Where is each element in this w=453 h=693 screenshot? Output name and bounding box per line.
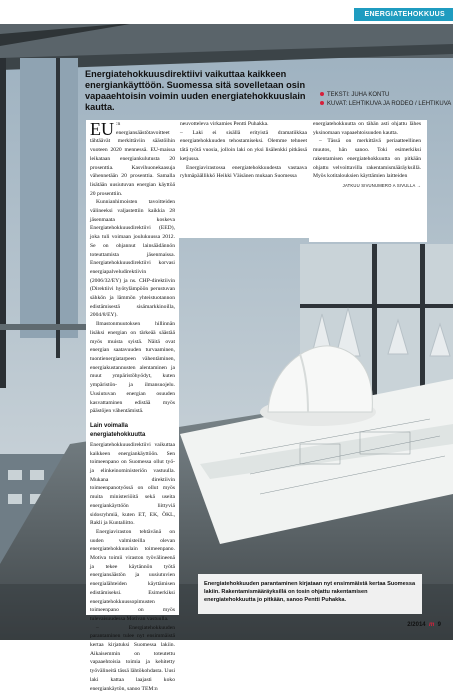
section-tag: ENERGIATEHOKKUUS [354,8,453,21]
headline: Energiatehokkuusdirektiivi vaikuttaa kaikkeen energiankäyttöön. Suomessa sitä sovelletaan osin vapaaehtoisin voimin uuden energiatehokkuuslain kautta. [85,69,306,112]
photo-credit: KUVAT: LEHTIKUVA JA RODEO / LEHTIKUVA [320,100,451,109]
paragraph: Energiavirastossa energiatehokkuudesta vastaava ryhmäpäällikkö Heikki Väisänen mukaan Suomessa [180,164,307,180]
article-column-1 [86,119,179,692]
paragraph: Ilmastonmuutoksen hillinnän lisäksi energian on tärkeää säästää myös muista syistä. Näitä ovat energian saatavuuden turvaaminen, tuontienergiatarpeen vähentäminen, energiakustannusten alentaminen ja muut ympäristöhyödyt, kuten ympäristön- ja ilmansuojelu. Uusiutuvan energian osuuden kasvattaminen edistää myös päästöjen vähentämistä. [90,321,175,415]
page-folio [407,622,441,628]
paragraph: Energiatehokkuusdirektiivi vaikuttaa kaikkeen energiankäyttöön. Sen toimeenpano on Suomessa ollut työ- ja elinkeinoministeriön vastuulla. Mukana direktiivin toimeenpanotyössä on ollut myös muita ministeriöitä sekä useita energiankäyttöön liittyviä sidosryhmiä, kuten ET, EK, ÖKL, Rakli ja Kuntaliitto. [90,441,175,527]
text-credit: TEKSTI: JUHA KONTU [320,91,451,100]
headline-block [80,66,452,112]
photo-caption: Energiatehokkuuden parantaminen kirjataan nyt ensimmäistä kertaa Suomessa lakiin. Rakentamismääräyksillä on tosin ohjattu rakentamisen energiatehokkuutta jo pitkään, sanoo Pentti Puhakka. [198,574,422,614]
paragraph: Kunnianhimoisten tavoitteiden välineeksi valjastettiin kaikkia 28 jäsenmaata koskeva Energiatehokkuusdirektiivi (EED), joka tuli voimaan joulukuussa 2012. Se on ohjannut lainsäädännön toteuttamista jäsenmaissa. Energiatehokkuusdirektiivi korvasi energiapalveludirektiivin (2006/32/EY) ja ns. CHP-direktiivin (Direktiivi hyötylämpöön perustuvan sähkön ja lämmön yhteistuotannon edistämisestä sisämarkkinoilla, 2004/8/EY). [90,199,175,319]
paragraph: – Energiatehokkuuden parantaminen tulee nyt ensimmäistä kertaa kirjatuksi Suomessa lakiin. Aikaisemmin on toteutettu vapaaehtoisia toimia ja kehitetty työvälineitä tässä lähtökohdasta. Uusi laki kattaa laajasti koko energiankäytön, sanoo TEM:n [90,624,175,692]
paragraph: neuvotteleva virkamies Pentti Puhakka. [180,121,269,127]
article-column-3 [309,120,427,242]
paragraph: – Laki ei sisällä erityistä dramatiikkaa energiatehokkuuden tehostamiseksi. Olemme tehneet tätä työtä vuosia, jolloin laki on yksi lisälenkki pitkässä ketjussa. [180,129,307,162]
page-number: 9 [437,622,441,628]
paragraph: energiatehokkuutta on tähän asti ohjattu lähes yksinomaan vapaaehtoisuuden kautta. [313,121,421,136]
magazine-logo: m [428,622,435,628]
paragraph: Energiaviraston tehtävänä on uuden valmisteilla olevan energiatehokkuuslain toimeenpano. Motiva toimii viraston työvälineenä ja tekee käytännön työtä energiansäästön ja uusiutuvien energialähteiden käyttämisen edistämiseksi. Esimerkiksi energiatehokkuussopimusten toimeenpano on myös tulevaisuudessa Motivan vastuulla. [90,528,175,622]
bullet-icon [320,92,324,96]
paragraph: – Tässä on merkittävä periaatteellinen muutos, hän sanoo. Toki esimerkiksi rakentamisen energiatehokkuutta on pitkään ohjattu velvoittavilla rakentamismääräyksillä. Myös kotitalouksien käyttämien laitteiden [313,138,421,180]
lead-paragraph: EU :n energiansäästötavoitteet tähtäävät merkittäviin säästöihin vuoteen 2020 mennessä. EU-maissa leikataan energiankulutusta 20 prosenttia. Kasvihuonekaasuja vähennetään 20 prosenttia. Samalla lisätään uusiutuvan energian käyttöä 20 prosenttiin. [90,119,175,197]
construction-photo [0,24,453,640]
credits [320,91,451,109]
article-column-2 [176,120,313,238]
subheading: Lain voimalla energiatehokkuutta [90,422,146,438]
issue-number: 2/2014 [407,622,426,628]
drop-cap: EU [90,119,114,139]
continued-note: JATKUU SIVUNUMERO A SIVULLA → [342,182,421,188]
bullet-icon [320,101,324,105]
